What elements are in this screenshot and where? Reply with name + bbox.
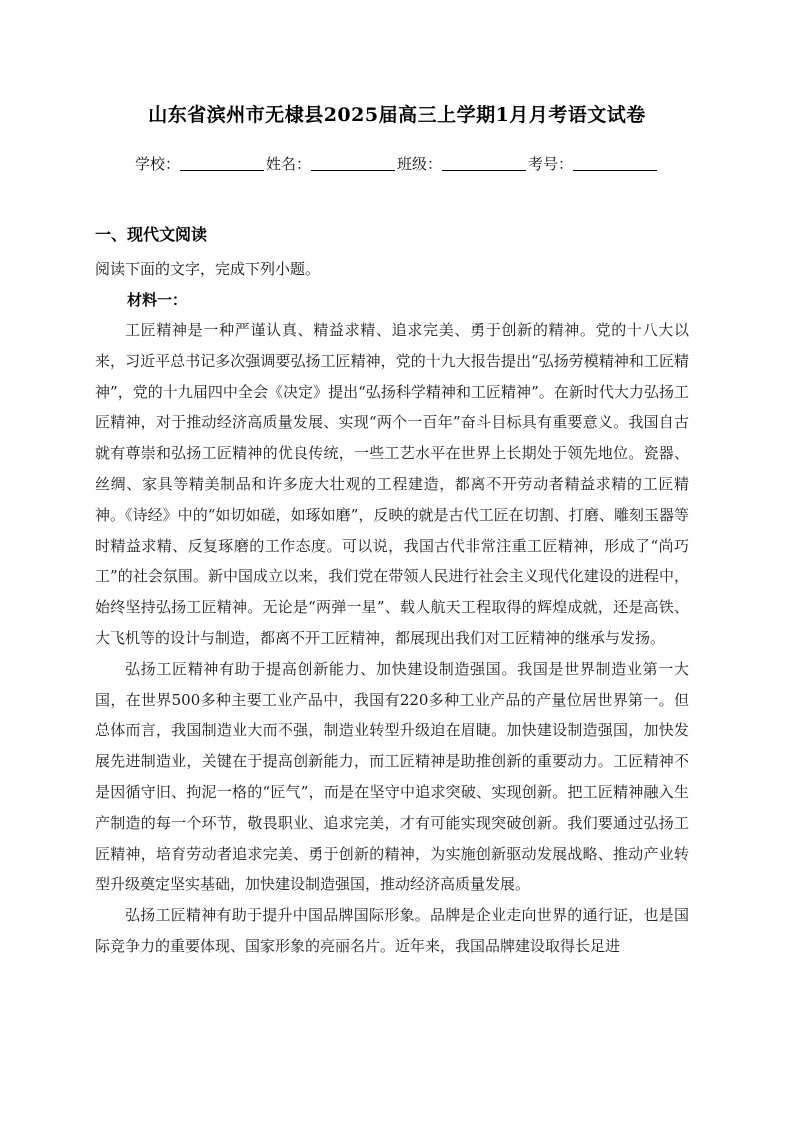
class-label: 班级： bbox=[397, 155, 443, 173]
material-heading: 材料一： bbox=[127, 291, 188, 309]
exam-number-label: 考号： bbox=[528, 155, 574, 173]
student-info-line bbox=[0, 153, 794, 174]
passage-paragraph: 弘扬工匠精神有助于提升中国品牌国际形象。品牌是企业走向世界的通行证，也是国际竞争力的重要体现、国家形象的亮丽名片。近年来，我国品牌建设取得长足进 bbox=[95, 906, 689, 955]
school-field bbox=[135, 153, 266, 174]
exam-number-field bbox=[528, 153, 659, 174]
section-heading: 一、现代文阅读 bbox=[95, 225, 208, 244]
class-field bbox=[397, 153, 528, 174]
school-blank bbox=[180, 156, 264, 171]
name-field bbox=[266, 153, 397, 174]
passage-paragraph: 工匠精神是一种严谨认真、精益求精、追求完美、勇于创新的精神。党的十八大以来，习近平总书记多次强调要弘扬工匠精神，党的十九大报告提出“弘扬劳模精神和工匠精神”，党的十九届四中全会《决定》提出“弘扬科学精神和工匠精神”。在新时代大力弘扬工匠精神，对于推动经济高质量发展、实现“两个一百年”奋斗目标具有重要意义。我国自古就有尊崇和弘扬工匠精神的优良传统，一些工艺水平在世界上长期处于领先地位。瓷器、丝绸、家具等精美制品和许多庞大壮观的工程建造，都离不开劳动者精益求精的工匠精神。《诗经》中的“如切如磋，如琢如磨”，反映的就是古代工匠在切割、打磨、雕刻玉器等时精益求精、反复琢磨的工作态度。可以说，我国古代非常注重工匠精神，形成了“尚巧工”的社会氛围。新中国成立以来，我们党在带领人民进行社会主义现代化建设的进程中，始终坚持弘扬工匠精神。无论是“两弹一星”、载人航天工程取得的辉煌成就，还是高铁、大飞机等的设计与制造，都离不开工匠精神，都展现出我们对工匠精神的继承与发扬。 bbox=[95, 321, 689, 647]
class-blank bbox=[442, 156, 526, 171]
school-label: 学校： bbox=[134, 155, 180, 173]
passage-paragraph: 弘扬工匠精神有助于提高创新能力、加快建设制造强国。我国是世界制造业第一大国，在世界500多种主要工业产品中，我国有220多种工业产品的产量位居世界第一。但总体而言，我国制造业大而不强，制造业转型升级迫在眉睫。加快建设制造强国，加快发展先进制造业，关键在于提高创新能力，而工匠精神是助推创新的重要动力。工匠精神不是因循守旧、拘泥一格的“匠气”，而是在坚守中追求突破、实现创新。把工匠精神融入生产制造的每一个环节，敬畏职业、追求完美，才有可能实现突破创新。我们要通过弘扬工匠精神，培育劳动者追求完美、勇于创新的精神，为实施创新驱动发展战略、推动产业转型升级奠定坚实基础，加快建设制造强国，推动经济高质量发展。 bbox=[95, 659, 689, 894]
name-blank bbox=[311, 156, 395, 171]
name-label: 姓名： bbox=[265, 155, 311, 173]
exam-number-blank bbox=[573, 156, 657, 171]
reading-instruction: 阅读下面的文字，完成下列小题。 bbox=[95, 260, 321, 278]
exam-title: 山东省滨州市无棣县2025届高三上学期1月月考语文试卷 bbox=[148, 104, 646, 126]
passage-body bbox=[95, 315, 689, 962]
